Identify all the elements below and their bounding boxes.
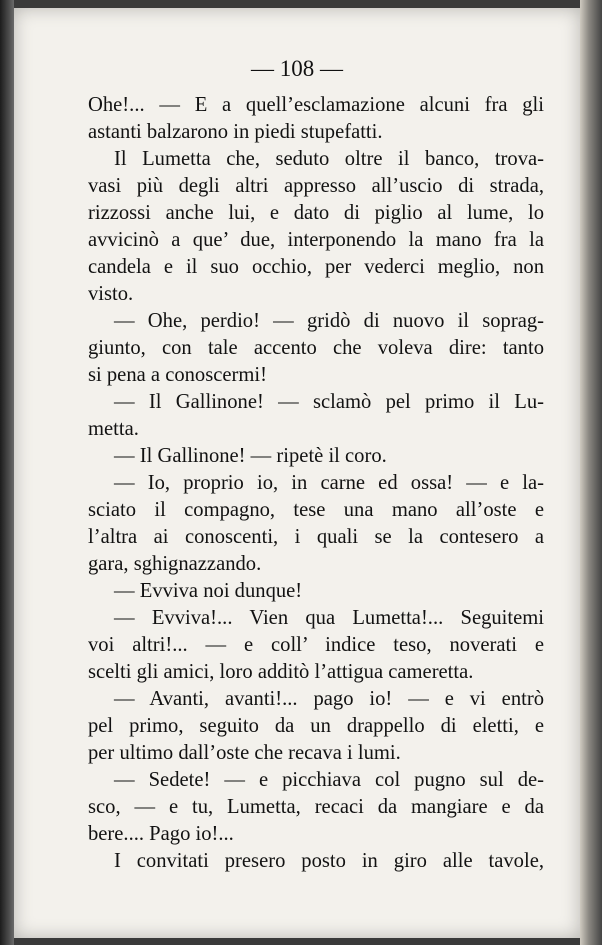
text-line: — Ohe, perdio! — gridò di nuovo il soprag-	[114, 310, 544, 332]
text-line: gara, sghignazzando.	[88, 553, 262, 575]
text-line: astanti balzarono in piedi stupefatti.	[88, 121, 383, 143]
page-number: — 108 —	[251, 56, 343, 81]
text-line: candela e il suo occhio, per vederci meglio, non	[88, 256, 544, 278]
body-text	[88, 92, 544, 875]
text-line: avvicinò a que’ due, interponendo la mano fra la	[88, 229, 544, 251]
text-line: giunto, con tale accento che voleva dire: tanto	[88, 337, 544, 359]
text-line: metta.	[88, 418, 139, 440]
text-line: sciato il compagno, tese una mano all’oste e	[88, 499, 544, 521]
text-line: — Il Gallinone! — sclamò pel primo il Lu-	[114, 391, 544, 413]
text-line: — Avanti, avanti!... pago io! — e vi entrò	[114, 688, 544, 710]
text-line: — Evviva!... Vien qua Lumetta!... Seguitemi	[114, 607, 544, 629]
text-line: — Evviva noi dunque!	[114, 580, 303, 602]
text-line: — Sedete! — e picchiava col pugno sul de-	[114, 769, 544, 791]
book-gutter	[0, 0, 14, 945]
text-line: Ohe!... — E a quell’esclamazione alcuni fra gli	[88, 94, 544, 116]
text-line: vasi più degli altri appresso all’uscio di strada,	[88, 175, 544, 197]
book-page	[14, 8, 580, 938]
text-line: bere.... Pago io!...	[88, 823, 234, 845]
text-line: — Il Gallinone! — ripetè il coro.	[114, 445, 387, 467]
page-edge	[580, 0, 602, 945]
text-line: per ultimo dall’oste che recava i lumi.	[88, 742, 401, 764]
text-line: Il Lumetta che, seduto oltre il banco, trova-	[114, 148, 544, 170]
text-line: rizzossi anche lui, e dato di piglio al lume, lo	[88, 202, 544, 224]
text-line: visto.	[88, 283, 134, 305]
text-line: — Io, proprio io, in carne ed ossa! — e la-	[114, 472, 544, 494]
text-line: sco, — e tu, Lumetta, recaci da mangiare e da	[88, 796, 544, 818]
text-line: si pena a conoscermi!	[88, 364, 267, 386]
text-line: voi altri!... — e coll’ indice teso, noverati e	[88, 634, 544, 656]
text-line: scelti gli amici, loro additò l’attigua cameretta.	[88, 661, 474, 683]
text-line: I convitati presero posto in giro alle tavole,	[114, 850, 544, 872]
text-line: l’altra ai conoscenti, i quali se la contesero a	[88, 526, 544, 548]
text-line: pel primo, seguito da un drappello di eletti, e	[88, 715, 544, 737]
